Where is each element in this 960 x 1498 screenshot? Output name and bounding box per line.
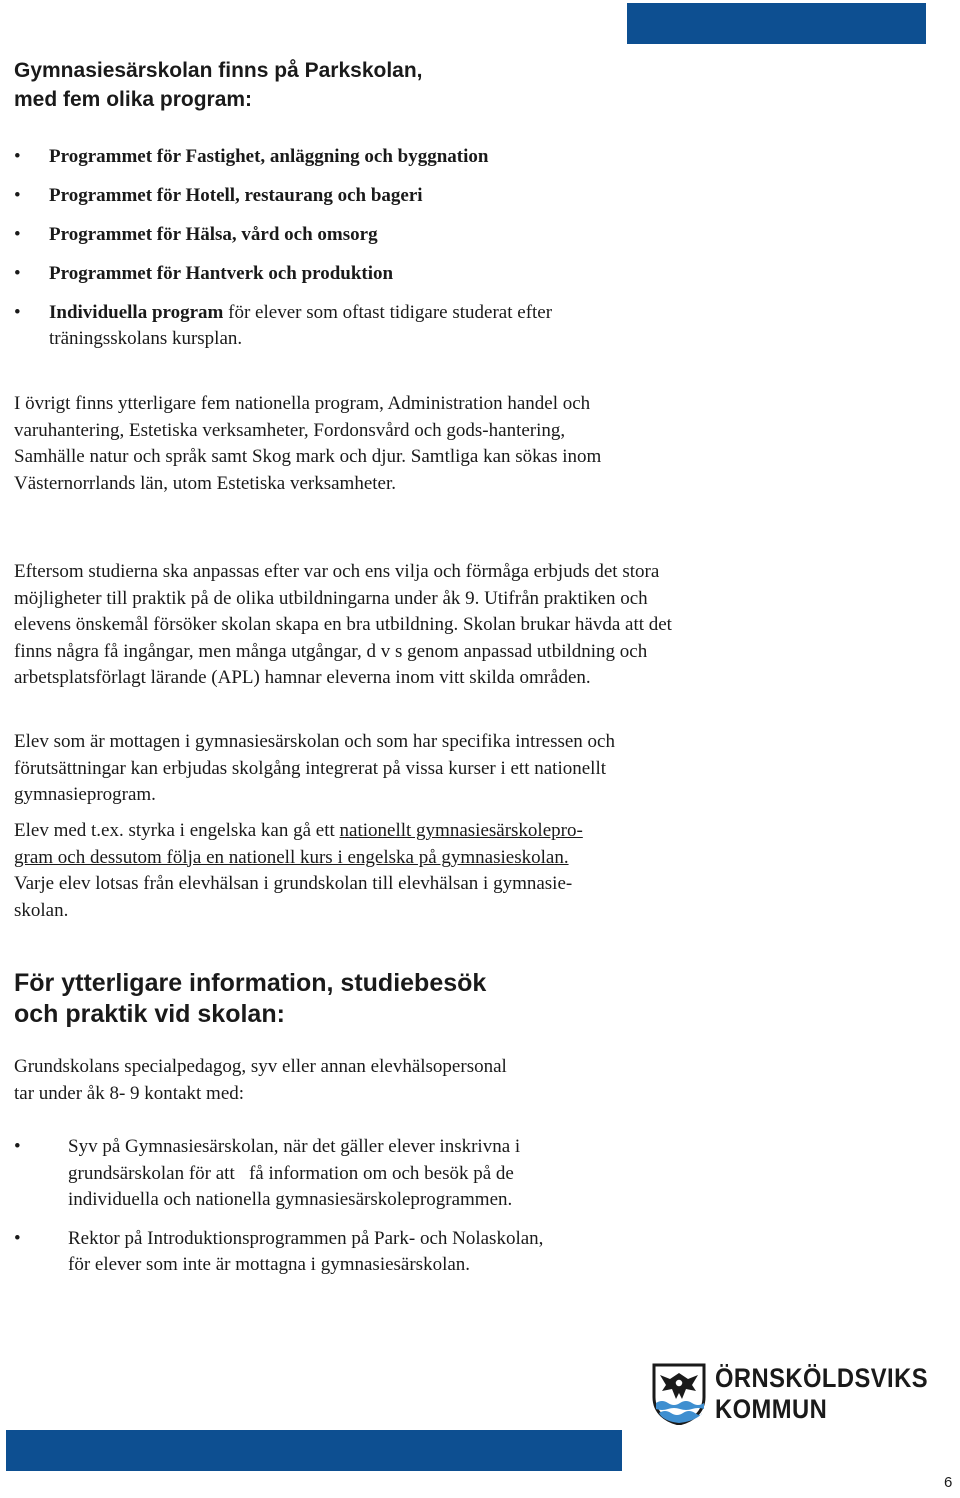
bullet-icon: • bbox=[14, 146, 21, 167]
bullet-icon: • bbox=[14, 1136, 21, 1157]
underlined-text: gram och dessutom följa en nationell kurs i engelska på gymnasieskolan. bbox=[14, 846, 569, 868]
list-item: • Programmet för Hantverk och produktion bbox=[0, 261, 700, 287]
bullet-icon: • bbox=[14, 185, 21, 206]
heading-line: med fem olika program: bbox=[14, 88, 253, 111]
page-number: 6 bbox=[944, 1474, 953, 1491]
heading-line: För ytterligare information, studiebesök bbox=[14, 969, 487, 997]
list-item: • Rektor på Introduktionsprogrammen på Park- och Nolaskolan, för elever som inte är mottagna i gymnasiesärskolan. bbox=[14, 1227, 544, 1275]
list-item: • Programmet för Fastighet, anläggning och byggnation bbox=[0, 144, 700, 170]
bullet-icon: • bbox=[14, 263, 21, 284]
list-item: • Individuella program för elever som oftast tidigare studerat efter träningsskolans kursplan. bbox=[14, 302, 553, 349]
bullet-icon: • bbox=[14, 1227, 21, 1249]
coat-of-arms-icon bbox=[652, 1363, 706, 1425]
heading-line: och praktik vid skolan: bbox=[14, 1000, 285, 1028]
paragraph: I övrigt finns ytterligare fem nationella program, Administration handel och varuhantering, Estetiska verksamheter, Fordonsvård och gods-hantering, Samhälle natur och språk samt Skog mark och djur. Samtliga kan sökas inom Västernorrlands län, utom Estetiska verksamheter. bbox=[14, 393, 602, 494]
list-item: • Syv på Gymnasiesärskolan, när det gäller elever inskrivna i grundsärskolan för att få information om och besök på de individuella och nationella gymnasiesärskoleprogrammen. bbox=[14, 1136, 521, 1210]
section-heading bbox=[14, 968, 486, 1030]
contact-list bbox=[0, 1134, 700, 1291]
logo-wordmark: ÖRNSKÖLDSVIKS KOMMUN bbox=[715, 1363, 928, 1424]
municipality-logo bbox=[652, 1363, 928, 1425]
bottom-decor-bar bbox=[6, 1430, 622, 1471]
list-item: • Programmet för Hälsa, vård och omsorg bbox=[0, 222, 700, 248]
bullet-icon: • bbox=[14, 224, 21, 245]
bullet-icon: • bbox=[14, 302, 21, 323]
program-list bbox=[0, 144, 700, 365]
underlined-text: nationellt gymnasiesärskolepro- bbox=[339, 820, 583, 841]
section-heading bbox=[14, 56, 423, 114]
paragraph: Elev som är mottagen i gymnasiesärskolan och som har specifika intressen och förutsättningar kan erbjudas skolgång integrerat på vissa kurser i ett nationellt gymnasieprogram. bbox=[14, 731, 615, 805]
heading-line: Gymnasiesärskolan finns på Parkskolan, bbox=[14, 59, 423, 82]
top-decor-bar bbox=[627, 3, 926, 44]
paragraph: Eftersom studierna ska anpassas efter var och ens vilja och förmåga erbjuds det stora möjligheter till praktik på de olika utbildningarna under åk 9. Utifrån praktiken och elevens önskemål försöker skolan skapa en bra utbildning. Skolan brukar hävda att det finns några få ingångar, men många utgångar, d v s genom anpassad utbildning och arbetsplatsförlagt lärande (APL) hamnar eleverna inom vitt skilda områden. bbox=[14, 561, 672, 688]
list-item: • Programmet för Hotell, restaurang och bageri bbox=[0, 183, 700, 209]
paragraph: Grundskolans specialpedagog, syv eller annan elevhälsopersonal tar under åk 8- 9 kontakt med: bbox=[14, 1056, 507, 1104]
paragraph: Elev med t.ex. styrka i engelska kan gå ett nationellt gymnasiesärskolepro- gram och dessutom följa en nationell kurs i engelska på gymnasieskolan. Varje elev lotsas från elevhälsan i grundskolan till elevhälsan i gymnasie- skolan. bbox=[14, 820, 583, 921]
